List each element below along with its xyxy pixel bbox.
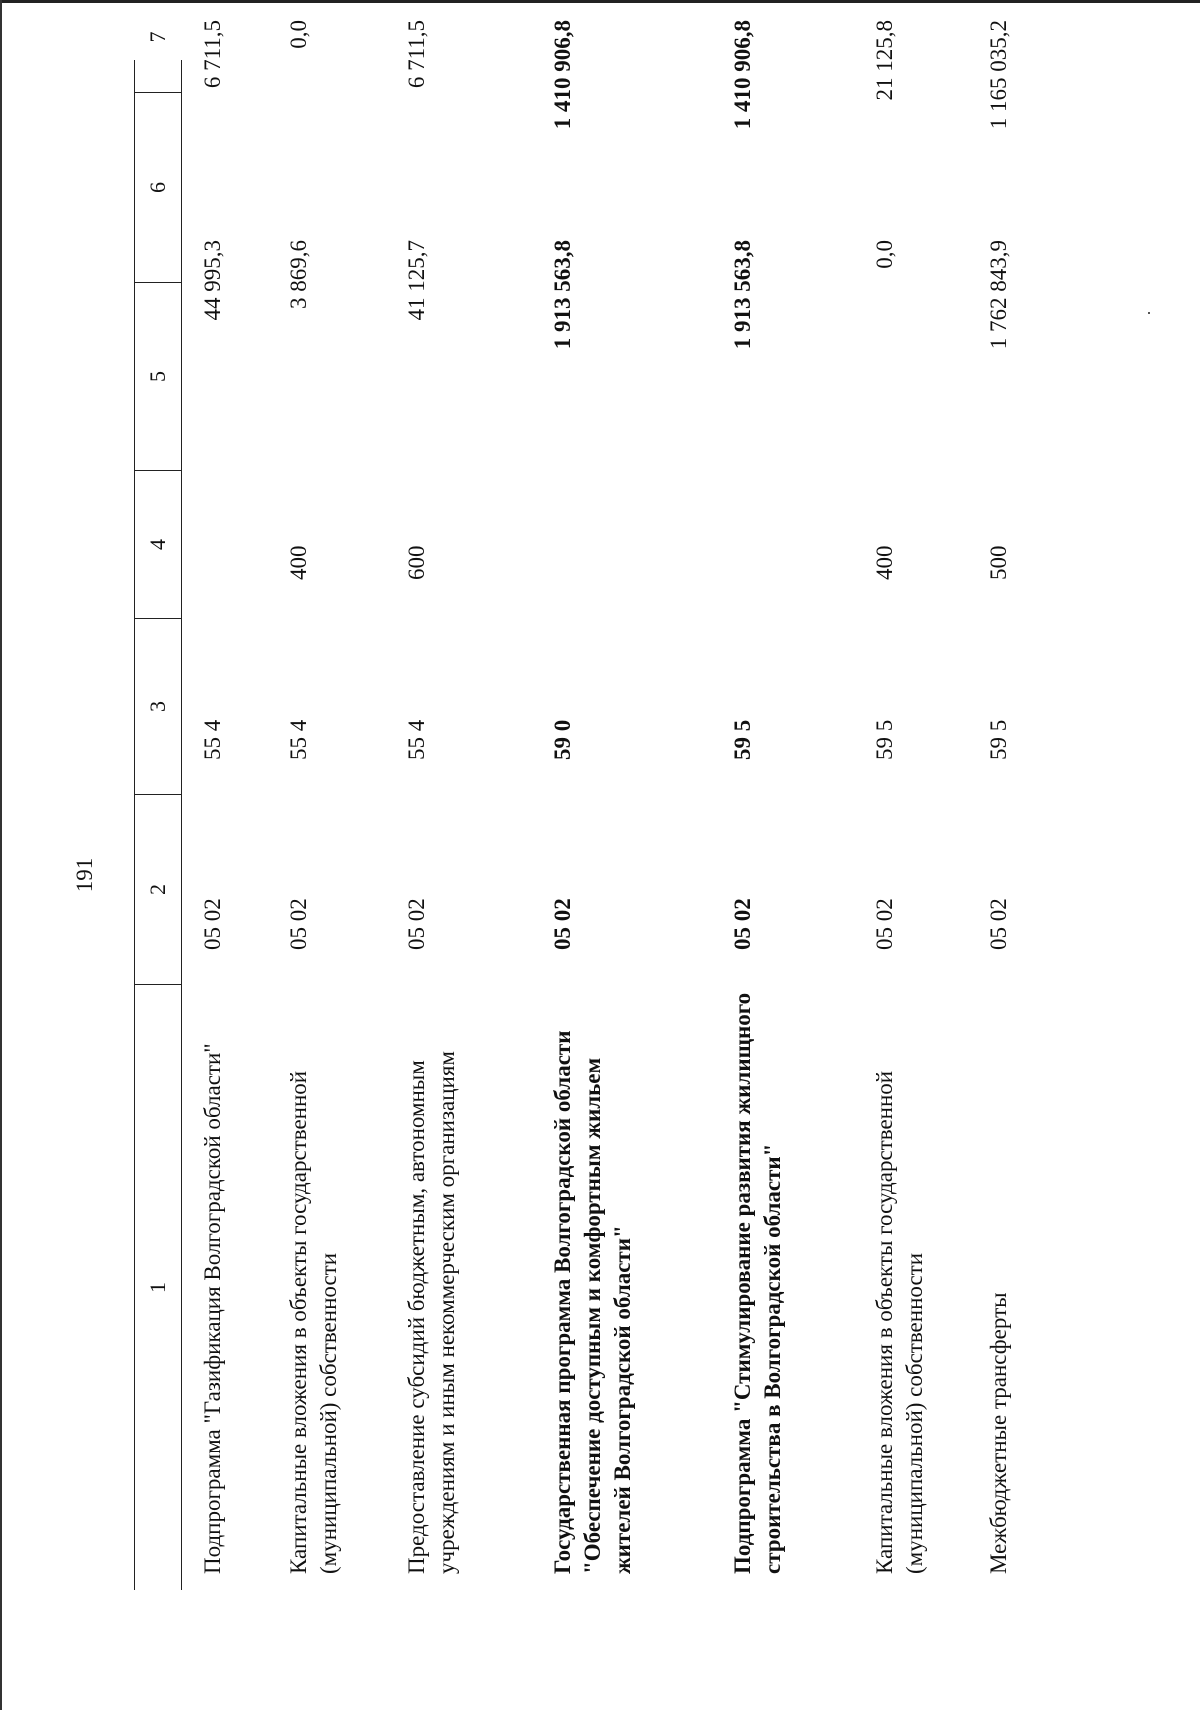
row-amount-col5: 44 995,3 <box>200 240 225 321</box>
row-section-code: 05 02 <box>730 898 755 950</box>
column-header-4: 4 <box>135 470 181 618</box>
row-amount-col5: 3 869,6 <box>286 240 311 309</box>
row-amount-col5: 41 125,7 <box>404 240 429 321</box>
row-amount-col5: 1 913 563,8 <box>550 240 575 350</box>
row-name: Межбюджетные трансферты <box>986 1292 1011 1574</box>
row-amount-col5: 0,0 <box>872 240 897 269</box>
column-header-3: 3 <box>135 618 181 794</box>
row-section-code: 05 02 <box>200 898 225 950</box>
row-program-code: 55 4 <box>200 719 225 760</box>
row-section-code: 05 02 <box>286 898 311 950</box>
row-amount-col7 <box>728 0 758 190</box>
row-expense-type: 400 <box>872 545 897 580</box>
row-program-code: 59 0 <box>550 719 575 760</box>
row-amount-col6: 6 711,5 <box>200 20 225 89</box>
row-amount-col7 <box>548 0 578 190</box>
row-program-code: 59 5 <box>872 719 897 760</box>
row-amount-col6: 1 410 906,8 <box>550 20 575 130</box>
row-name: Капитальные вложения в объекты государственной (муниципальной) собственности <box>286 1070 341 1574</box>
row-name: Капитальные вложения в объекты государственной (муниципальной) собственности <box>872 1070 927 1574</box>
row-program-code: 55 4 <box>404 719 429 760</box>
row-expense-type: 600 <box>404 545 429 580</box>
row-amount-col7 <box>284 0 314 190</box>
column-header-5: 5 <box>135 282 181 470</box>
row-amount-col6: 21 125,8 <box>872 20 897 101</box>
row-amount-col6: 1 410 906,8 <box>730 20 755 130</box>
row-name: Государственная программа Волгоградской области "Обеспечение доступным и комфортным жильем жителей Волгоградской области" <box>550 1030 635 1574</box>
row-amount-col7 <box>402 0 432 190</box>
row-program-code: 59 5 <box>986 719 1011 760</box>
column-header-row <box>134 31 182 1590</box>
page-number: 191 <box>72 857 97 893</box>
column-header-1: 1 <box>135 984 181 1590</box>
row-expense-type: 500 <box>986 545 1011 580</box>
row-name: Подпрограмма "Газификация Волгоградской области" <box>200 1043 225 1574</box>
row-section-code: 05 02 <box>872 898 897 950</box>
row-expense-type: 400 <box>286 545 311 580</box>
row-amount-col6: 1 165 035,2 <box>986 20 1011 130</box>
row-amount-col6: 6 711,5 <box>404 20 429 89</box>
column-header-7: 7 <box>145 31 170 43</box>
row-program-code: 59 5 <box>730 719 755 760</box>
row-section-code: 05 02 <box>404 898 429 950</box>
row-section-code: 05 02 <box>986 898 1011 950</box>
row-amount-col7 <box>984 0 1014 190</box>
row-section-code: 05 02 <box>550 898 575 950</box>
row-amount-col6: 0,0 <box>286 20 311 49</box>
column-header-2: 2 <box>135 794 181 984</box>
column-header-6: 6 <box>135 92 181 282</box>
row-amount-col5: 1 913 563,8 <box>730 240 755 350</box>
row-amount-col7 <box>198 0 228 190</box>
row-amount-col5: 1 762 843,9 <box>986 240 1011 350</box>
row-program-code: 55 4 <box>286 719 311 760</box>
row-amount-col7 <box>870 0 900 190</box>
row-name: Предоставление субсидий бюджетным, автономным учреждениям и иным некоммерческим организациям <box>404 1051 459 1574</box>
row-name: Подпрограмма "Стимулирование развития жилищного строительства в Волгоградской области" <box>730 992 785 1574</box>
